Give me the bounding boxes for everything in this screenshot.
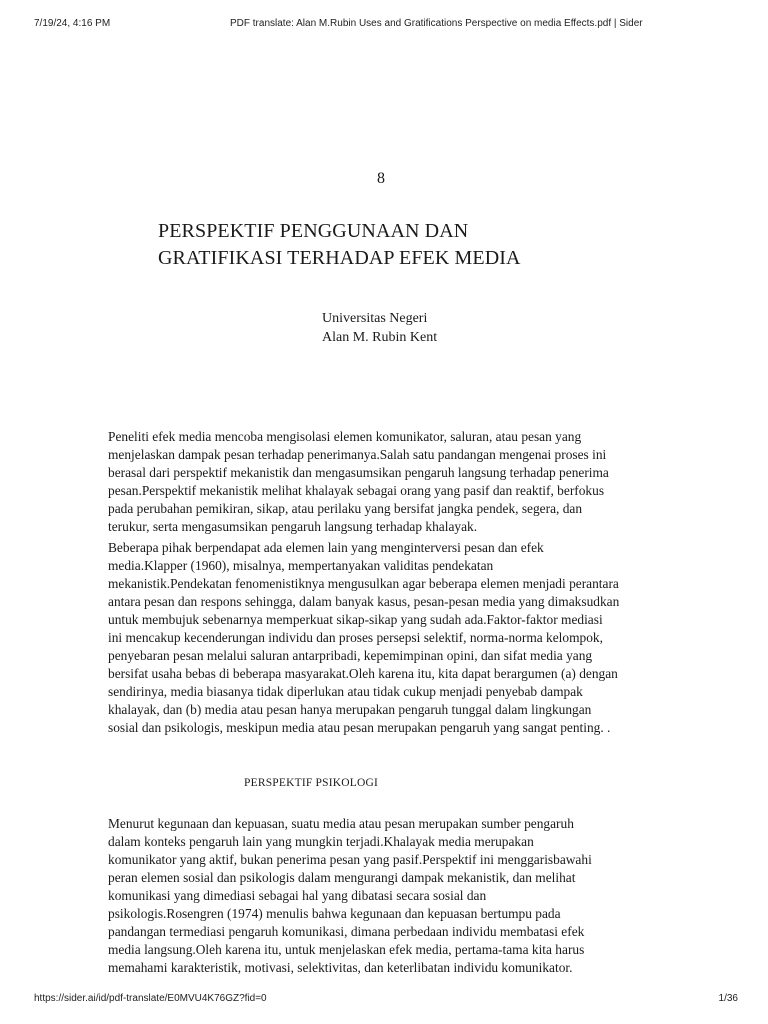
print-footer	[0, 993, 768, 1007]
print-page-title: PDF translate: Alan M.Rubin Uses and Gratifications Perspective on media Effects.pdf | Sider	[230, 18, 643, 29]
text-line: komunikasi yang dimediasi sebagai hal yang dibatasi secara sosial dan	[108, 888, 487, 903]
text-line: menjelaskan dampak pesan terhadap penerimanya.Salah satu pandangan mengenai proses ini	[108, 447, 607, 462]
print-datetime: 7/19/24, 4:16 PM	[34, 18, 111, 29]
paragraph-klapper	[108, 539, 668, 737]
chapter-number: 8	[377, 170, 385, 187]
paragraph-intro	[108, 428, 668, 536]
text-line: pesan.Perspektif mekanistik melihat khalayak sebagai orang yang pasif dan reaktif, berfokus	[108, 483, 605, 498]
text-line: Menurut kegunaan dan kepuasan, suatu media atau pesan merupakan sumber pengaruh	[108, 816, 574, 831]
text-line: dalam konteks pengaruh lain yang mungkin terjadi.Khalayak media merupakan	[108, 834, 534, 849]
text-line: sosial dan psikologis, meskipun media atau pesan merupakan pengaruh yang sangat penting. .	[108, 720, 611, 735]
text-line: terukur, serta mengasumsikan pengaruh langsung terhadap khalayak.	[108, 519, 478, 534]
text-line: peran elemen sosial dan psikologis dalam mengurangi dampak mekanistik, dan melihat	[108, 870, 576, 885]
chapter-title-line: GRATIFIKASI TERHADAP EFEK MEDIA	[158, 247, 521, 269]
text-line: untuk membujuk sebenarnya memperkuat sikap-sikap yang sudah ada.Faktor-faktor mediasi	[108, 612, 603, 627]
text-line: bersifat usaha bebas di beberapa masyarakat.Oleh karena itu, kita dapat berargumen (a) dengan	[108, 666, 618, 681]
author-affiliation	[322, 309, 437, 347]
text-line: pandangan termediasi pengaruh komunikasi, dimana perbedaan individu membatasi efek	[108, 924, 585, 939]
text-line: mekanistik.Pendekatan fenomenistiknya mengusulkan agar beberapa elemen menjadi perantara	[108, 576, 619, 591]
text-line: Beberapa pihak berpendapat ada elemen lain yang menginterversi pesan dan efek	[108, 540, 544, 555]
text-line: psikologis.Rosengren (1974) menulis bahwa kegunaan dan kepuasan bertumpu pada	[108, 906, 561, 921]
section-heading: PERSPEKTIF PSIKOLOGI	[244, 777, 379, 789]
text-line: berasal dari perspektif mekanistik dan mengasumsikan pengaruh langsung terhadap penerima	[108, 465, 609, 480]
text-line: komunikator yang aktif, bukan penerima pesan yang pasif.Perspektif ini menggarisbawahi	[108, 852, 592, 867]
text-line: media langsung.Oleh karena itu, untuk menjelaskan efek media, pertama-tama kita harus	[108, 942, 585, 957]
text-line: penyebaran pesan melalui saluran antarpribadi, kepemimpinan opini, dan sifat media yang	[108, 648, 593, 663]
affiliation-line: Universitas Negeri	[322, 311, 428, 326]
text-line: memahami karakteristik, motivasi, selektivitas, dan keterlibatan individu komunikator.	[108, 960, 573, 975]
affiliation-line: Alan M. Rubin Kent	[322, 330, 438, 345]
print-url: https://sider.ai/id/pdf-translate/E0MVU4K76GZ?fid=0	[34, 993, 267, 1004]
text-line: pada perubahan pemikiran, sikap, atau perilaku yang bersifat jangka pendek, segera, dan	[108, 501, 583, 516]
page-counter: 1/36	[718, 993, 738, 1004]
chapter-title	[158, 218, 521, 272]
paragraph-psychology	[108, 815, 668, 977]
text-line: sendirinya, media biasanya tidak diperlukan atau tidak cukup menjadi penyebab dampak	[108, 684, 583, 699]
text-line: antara pesan dan respons sehingga, dalam banyak kasus, pesan-pesan media yang dimaksudkan	[108, 594, 620, 609]
chapter-title-line: PERSPEKTIF PENGGUNAAN DAN	[158, 220, 469, 242]
text-line: media.Klapper (1960), misalnya, mempertanyakan validitas pendekatan	[108, 558, 494, 573]
text-line: ini mencakup kecenderungan individu dan proses persepsi selektif, norma-norma kelompok,	[108, 630, 603, 645]
text-line: Peneliti efek media mencoba mengisolasi elemen komunikator, saluran, atau pesan yang	[108, 429, 582, 444]
text-line: khalayak, dan (b) media atau pesan hanya merupakan pengaruh tunggal dalam lingkungan	[108, 702, 592, 717]
